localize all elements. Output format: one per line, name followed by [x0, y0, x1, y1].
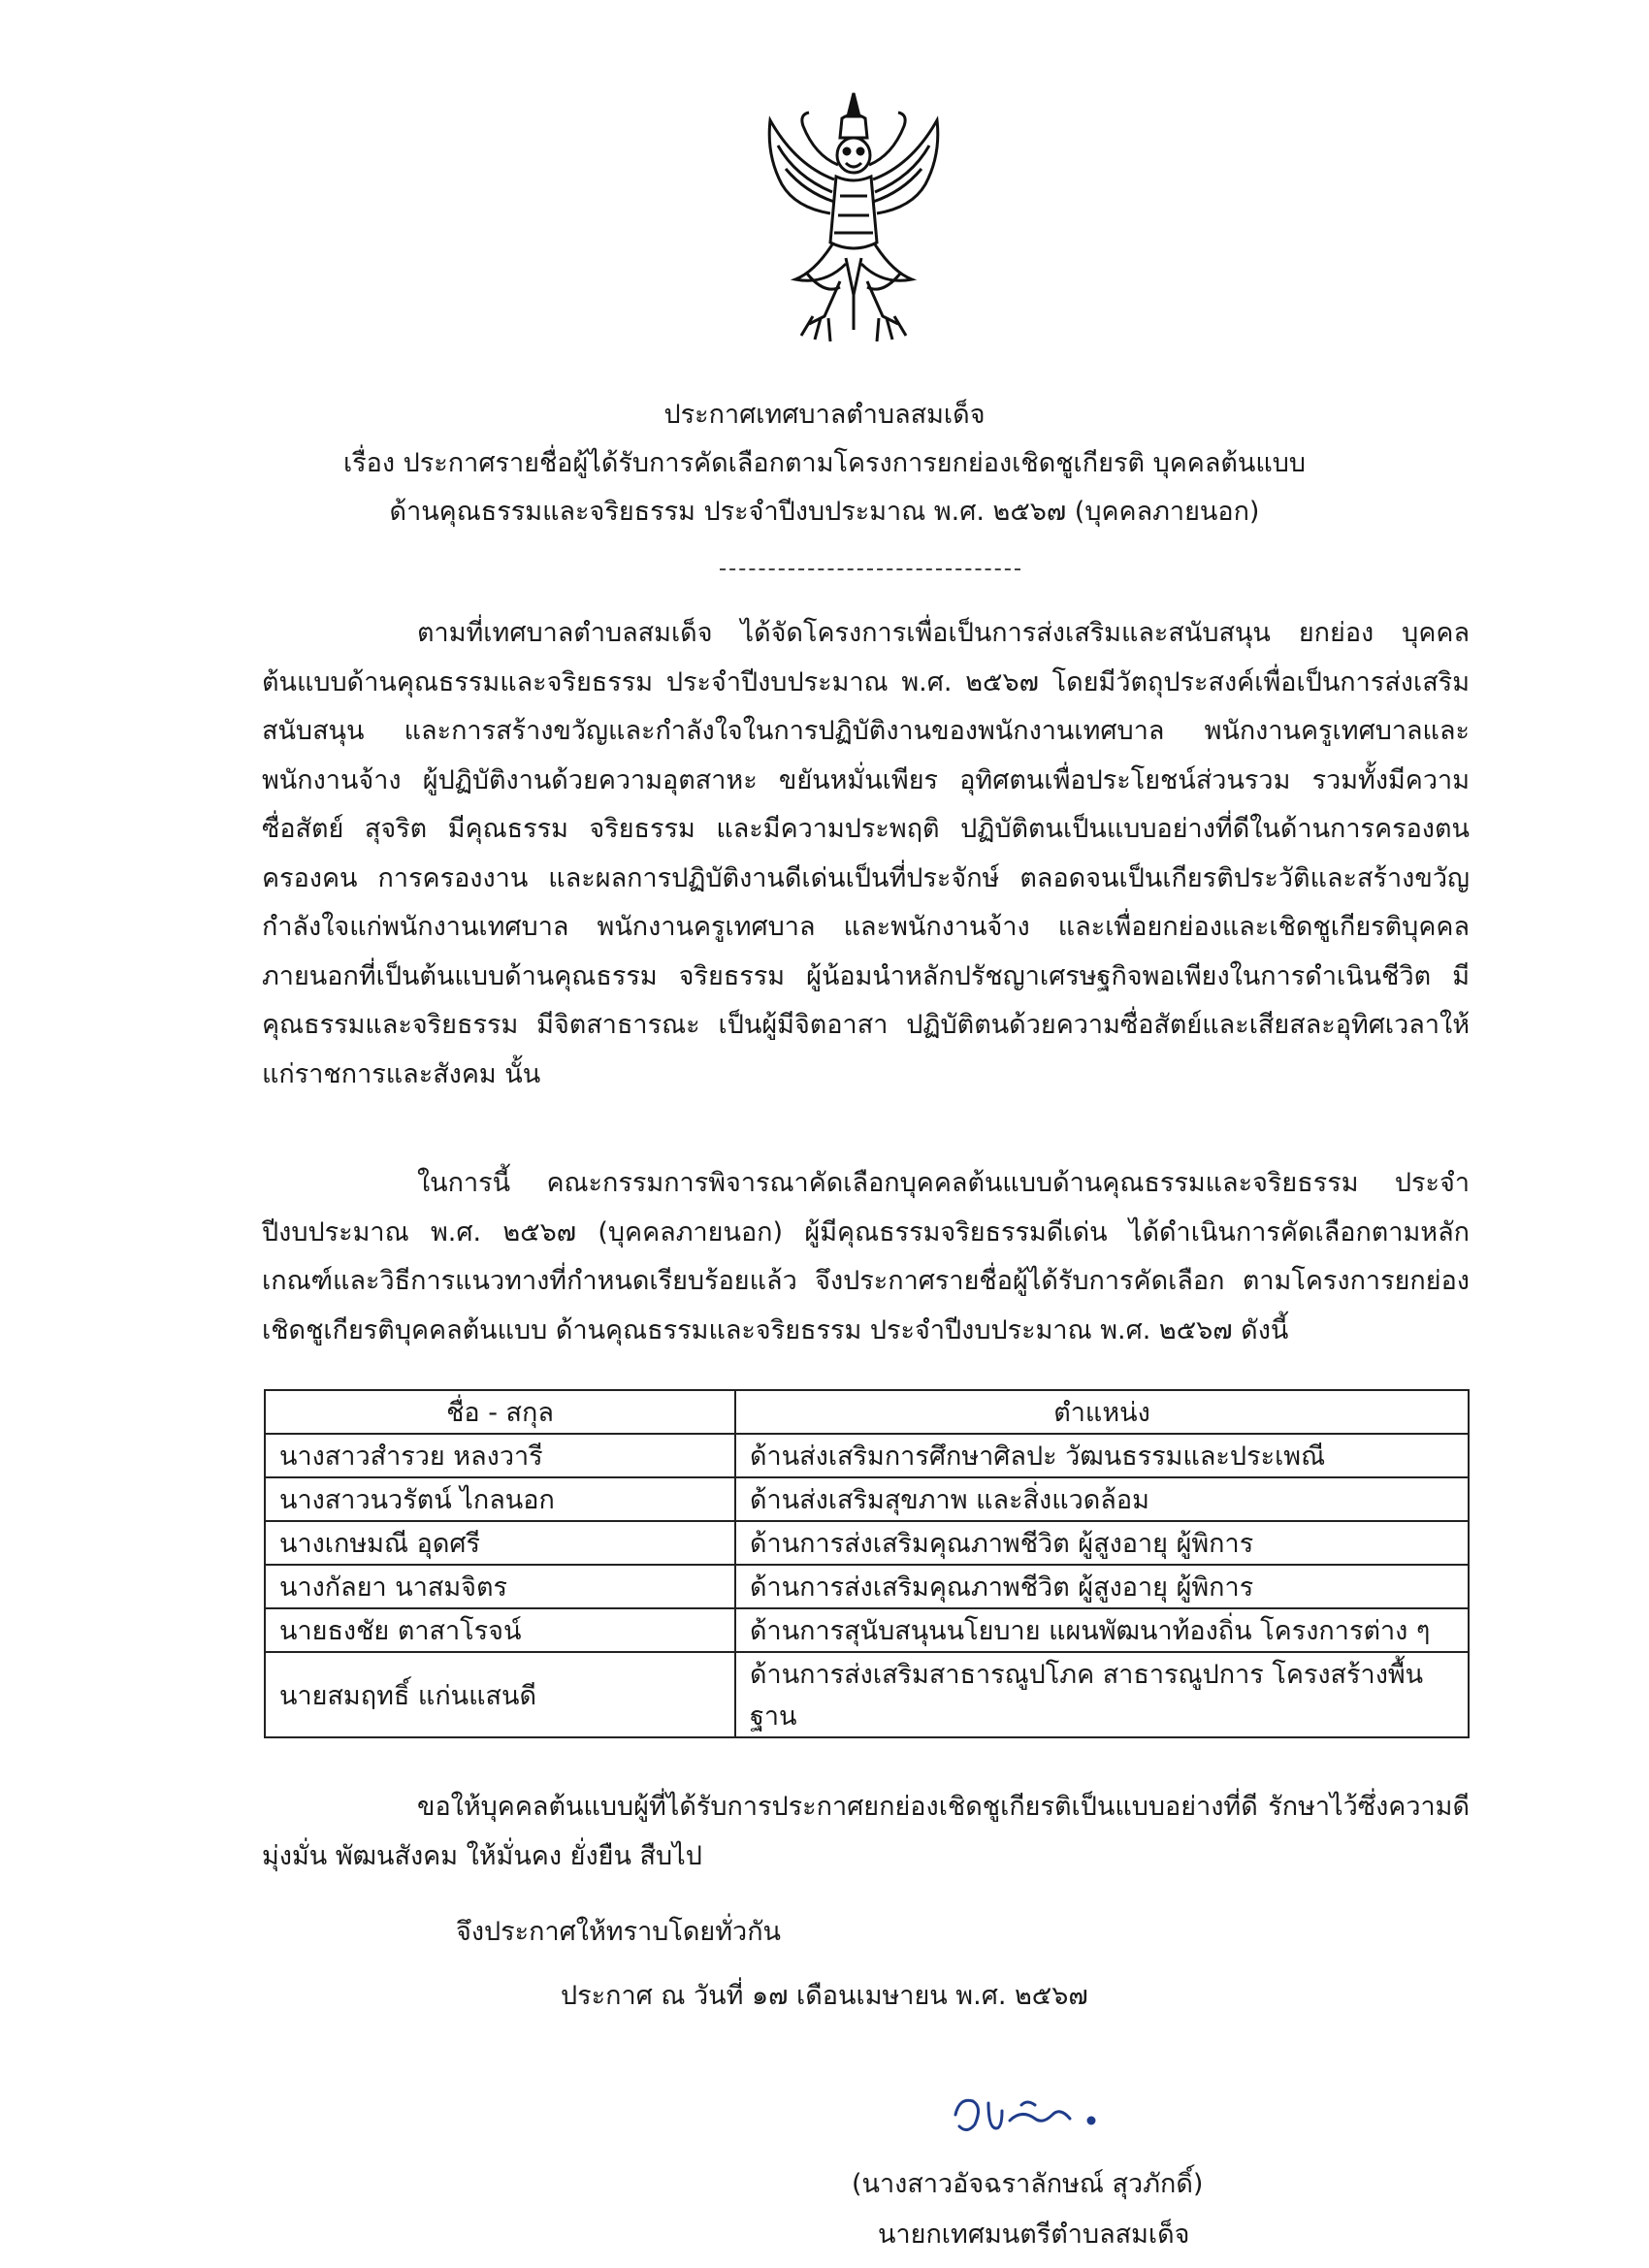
announcement-date: ประกาศ ณ วันที่ ๑๗ เดือนเมษายน พ.ศ. ๒๕๖๗ — [561, 1981, 1088, 2011]
table-row — [265, 1565, 1469, 1608]
table-row — [265, 1652, 1469, 1737]
awardees-table — [264, 1389, 1470, 1738]
awardee-name: นายธงชัย ตาสาโรจน์ — [265, 1608, 735, 1652]
table-header-row — [265, 1390, 1469, 1434]
table-row — [265, 1477, 1469, 1521]
subject-line-2: ด้านคุณธรรมและจริยธรรม ประจำปีงบประมาณ พ.ศ. ๒๕๖๗ (บุคคลภายนอก) — [389, 497, 1260, 527]
awardee-name: นางเกษมณี อุดศรี — [265, 1521, 735, 1565]
subject-line-1: เรื่อง ประกาศรายชื่อผู้ได้รับการคัดเลือกตามโครงการยกย่องเชิดชูเกียรติ บุคคลต้นแบบ — [342, 448, 1307, 478]
awardee-category: ด้านส่งเสริมการศึกษาศิลปะ วัฒนธรรมและประเพณี — [735, 1434, 1469, 1477]
awardee-category: ด้านการส่งเสริมคุณภาพชีวิต ผู้สูงอายุ ผู้พิการ — [735, 1565, 1469, 1608]
signature-mark — [946, 2086, 1111, 2144]
awardee-name: นางสาวสำรวย หลงวารี — [265, 1434, 735, 1477]
table-row — [265, 1608, 1469, 1652]
announce-statement: จึงประกาศให้ทราบโดยทั่วกัน — [456, 1917, 781, 1947]
header-position: ตำแหน่ง — [735, 1390, 1469, 1434]
awardee-name: นายสมฤทธิ์ แก่นแสนดี — [265, 1652, 735, 1737]
awardee-category: ด้านการสุนับสนุนนโยบาย แผนพัฒนาท้องถิ่น โครงการต่าง ๆ — [735, 1608, 1469, 1652]
intro-paragraph: ตามที่เทศบาลตำบลสมเด็จ ได้จัดโครงการเพื่อเป็นการส่งเสริมและสนับสนุน ยกย่อง บุคคลต้นแบบด้านคุณธรรมและจริยธรรม ประจำปีงบประมาณ พ.ศ. ๒๕๖๗ โดยมีวัตถุประสงค์เพื่อเป็นการส่งเสริมสนับสนุน และการสร้างขวัญและกำลังใจในการปฏิบัติงานของพนักงานเทศบาล พนักงานครูเทศบาลและพนักงานจ้าง ผู้ปฏิบัติงานด้วยความอุตสาหะ ขยันหมั่นเพียร อุทิศตนเพื่อประโยชน์ส่วนรวม รวมทั้งมีความซื่อสัตย์ สุจริต มีคุณธรรม จริยธรรม และมีความประพฤติ ปฏิบัติตนเป็นแบบอย่างที่ดีในด้านการครองตน ครองคน การครองงาน และผลการปฏิบัติงานดีเด่นเป็นที่ประจักษ์ ตลอดจนเป็นเกียรติประวัติและสร้างขวัญกำลังใจแก่พนักงานเทศบาล พนักงานครูเทศบาล และพนักงานจ้าง และเพื่อยกย่องและเชิดชูเกียรติบุคคลภายนอกที่เป็นต้นแบบด้านคุณธรรม จริยธรรม ผู้น้อมนำหลักปรัชญาเศรษฐกิจพอเพียงในการดำเนินชีวิต มีคุณธรรมและจริยธรรม มีจิตสาธารณะ เป็นผู้มีจิตอาสา ปฏิบัติตนด้วยความซื่อสัตย์และเสียสละอุทิศเวลาให้แก่ราชการและสังคม นั้น — [262, 618, 1470, 1089]
table-row — [265, 1521, 1469, 1565]
signatory-title: นายกเทศมนตรีตำบลสมเด็จ — [878, 2219, 1190, 2250]
header-name: ชื่อ - สกุล — [265, 1390, 735, 1434]
awardee-category: ด้านส่งเสริมสุขภาพ และสิ่งแวดล้อม — [735, 1477, 1469, 1521]
signatory-name: (นางสาวอัจฉราลักษณ์ สุวภักดิ์) — [852, 2169, 1204, 2199]
selection-paragraph: ในการนี้ คณะกรรมการพิจารณาคัดเลือกบุคคลต้นแบบด้านคุณธรรมและจริยธรรม ประจำปีงบประมาณ พ.ศ. ๒๕๖๗ (บุคคลภายนอก) ผู้มีคุณธรรมจริยธรรมดีเด่น ได้ดำเนินการคัดเลือกตามหลักเกณฑ์และวิธีการแนวทางที่กำหนดเรียบร้อยแล้ว จึงประกาศรายชื่อผู้ได้รับการคัดเลือก ตามโครงการยกย่องเชิดชูเกียรติบุคคลต้นแบบ ด้านคุณธรรมและจริยธรรม ประจำปีงบประมาณ พ.ศ. ๒๕๖๗ ดังนี้ — [262, 1168, 1470, 1345]
awardee-category: ด้านการส่งเสริมสาธารณูปโภค สาธารณูปการ โครงสร้างพื้นฐาน — [735, 1652, 1469, 1737]
awardee-name: นางกัลยา นาสมจิตร — [265, 1565, 735, 1608]
title-divider — [720, 568, 1020, 570]
awardee-category: ด้านการส่งเสริมคุณภาพชีวิต ผู้สูงอายุ ผู้พิการ — [735, 1521, 1469, 1565]
garuda-emblem-icon — [757, 87, 951, 349]
table-row — [265, 1434, 1469, 1477]
issuer-title: ประกาศเทศบาลตำบลสมเด็จ — [663, 400, 986, 430]
awardee-name: นางสาวนวรัตน์ ไกลนอก — [265, 1477, 735, 1521]
closing-paragraph: ขอให้บุคคลต้นแบบผู้ที่ได้รับการประกาศยกย่องเชิดชูเกียรติเป็นแบบอย่างที่ดี รักษาไว้ซึ่งความดี มุ่งมั่น พัฒนสังคม ให้มั่นคง ยั่งยืน สืบไป — [262, 1792, 1470, 1871]
